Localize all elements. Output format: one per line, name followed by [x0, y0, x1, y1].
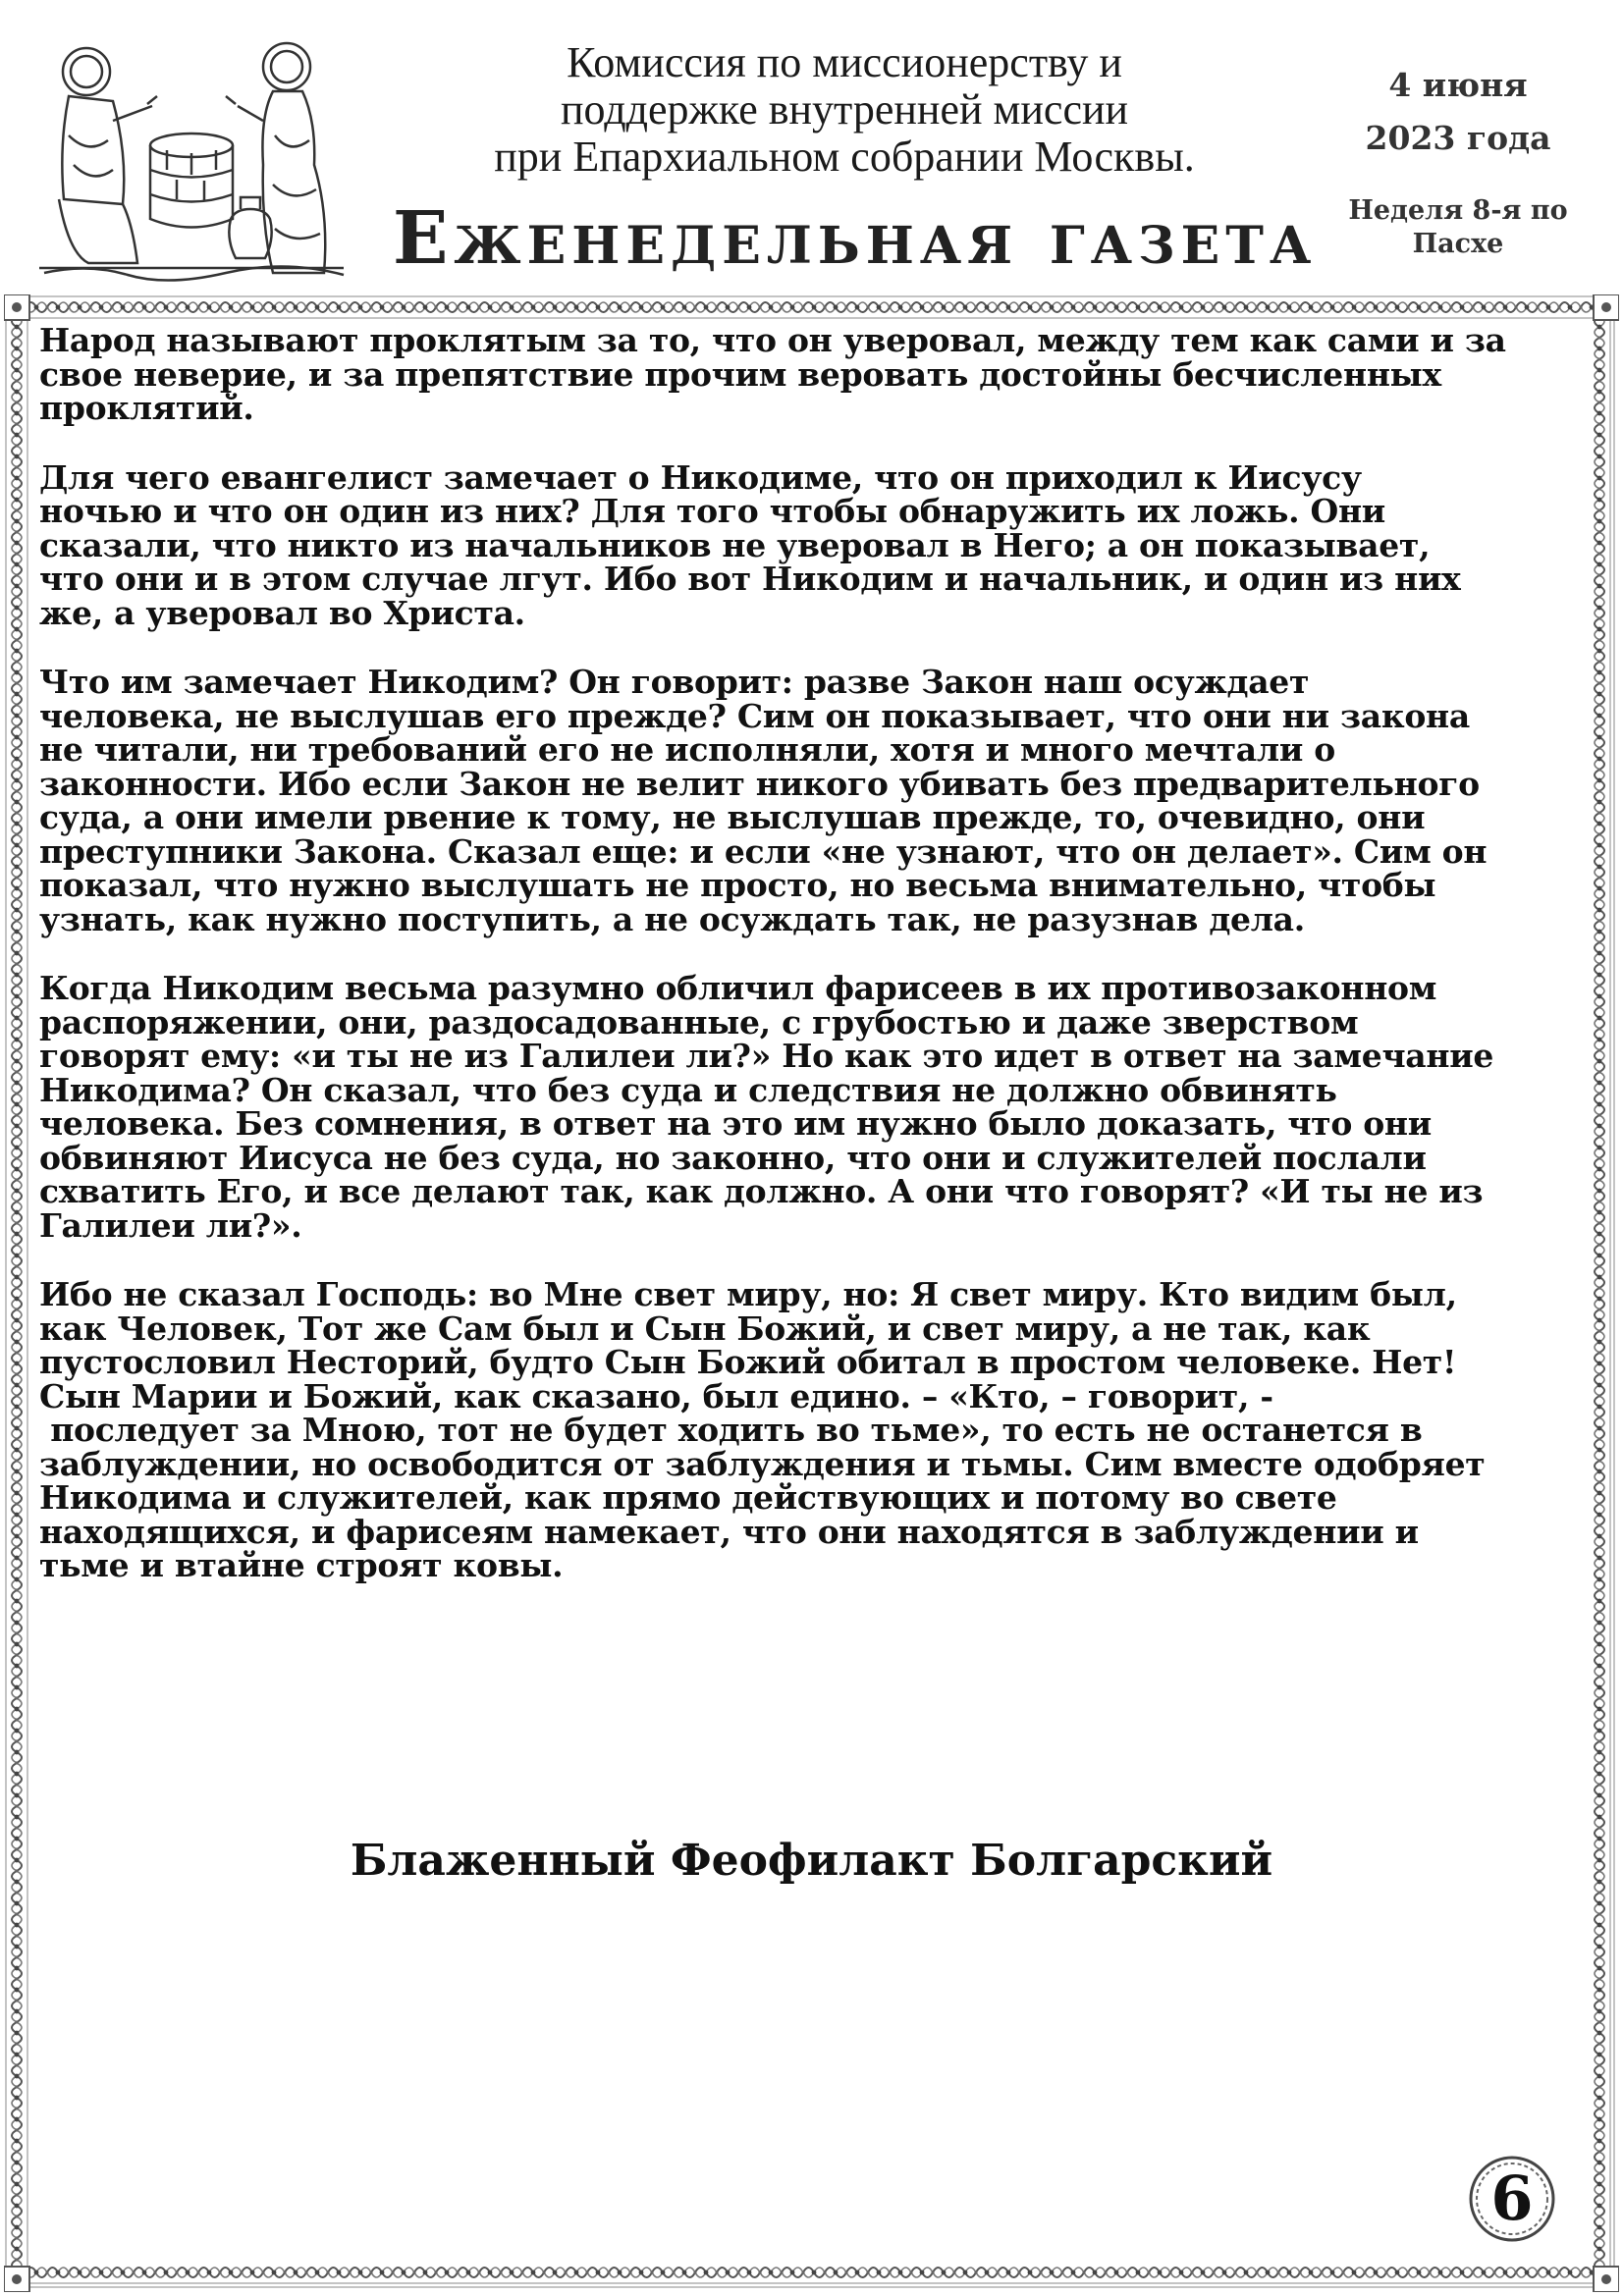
- organization-line: Комиссия по миссионерству и: [567, 38, 1122, 86]
- text-line: Никодима и служителей, как прямо действующих и потому во свете: [39, 1478, 1337, 1517]
- issue-date: [1345, 59, 1571, 165]
- text-line: проклятий.: [39, 389, 254, 427]
- article-paragraph: [39, 1275, 1586, 1584]
- text-line: свое неверие, и за препятствие прочим веровать достойны бесчисленных: [39, 354, 1441, 394]
- text-line: как Человек, Тот же Сам был и Сын Божий, и свет миру, а не так, как: [39, 1308, 1371, 1348]
- text-line: суда, а они имели рвение к тому, не выслушав прежде, то, очевидно, они: [39, 798, 1426, 836]
- liturgical-week-line: Неделя 8-я по: [1348, 195, 1568, 226]
- text-line: законности. Ибо если Закон не велит никого убивать без предварительного: [39, 764, 1480, 803]
- text-line: ночью и что он один из них? Для того чтобы обнаружить их ложь. Они: [39, 492, 1385, 530]
- text-line: сказали, что никто из начальников не уверовал в Него; а он показывает,: [39, 525, 1431, 564]
- text-line: пустословил Несторий, будто Сын Божий обитал в простом человеке. Нет!: [39, 1343, 1457, 1381]
- text-line: находящихся, и фарисеям намекает, что они находятся в заблуждении и: [39, 1512, 1419, 1551]
- organization-line: поддержке внутренней миссии: [560, 85, 1129, 133]
- text-line: Для чего евангелист замечает о Никодиме, что он приходил к Иисусу: [39, 457, 1362, 497]
- text-line: говорят ему: «и ты не из Галилеи ли?» Но как это идет в ответ на замечание: [39, 1037, 1494, 1075]
- text-line: Народ называют проклятым за то, что он уверовал, между тем как сами и за: [39, 321, 1506, 359]
- text-line: Ибо не сказал Господь: во Мне свет миру, но: Я свет миру. Кто видим был,: [39, 1275, 1457, 1313]
- text-line: Что им замечает Никодим? Он говорит: разве Закон наш осуждает: [39, 663, 1310, 701]
- page-number: 6: [1490, 2163, 1534, 2234]
- text-line: тьме и втайне строят ковы.: [39, 1546, 564, 1584]
- text-line: распоряжении, они, раздосадованные, с грубостью и даже зверством: [39, 1002, 1359, 1041]
- article-paragraph: [39, 663, 1586, 938]
- text-line: показал, что нужно выслушать не просто, но весьма внимательно, чтобы: [39, 866, 1436, 904]
- text-line: обвиняют Иисуса не без суда, но законно, что они и служителей послали: [39, 1138, 1427, 1177]
- text-line: человека, не выслушав его прежде? Сим он показывает, что они ни закона: [39, 696, 1470, 735]
- text-line: Никодима? Он сказал, что без суда и следствия не должно обвинять: [39, 1070, 1337, 1109]
- newspaper-title: Еженедельная газета: [393, 196, 1318, 281]
- issue-date-year: 2023 года: [1365, 119, 1551, 157]
- article-paragraph: [39, 457, 1586, 632]
- text-line: последует за Мною, тот не будет ходить во тьме», то есть не останется в: [39, 1411, 1423, 1449]
- text-line: Галилеи ли?».: [39, 1205, 302, 1245]
- author-signature: Блаженный Феофилакт Болгарский: [350, 1836, 1273, 1886]
- article-body: [39, 321, 1586, 1619]
- liturgical-week-line: Пасхе: [1412, 229, 1504, 259]
- liturgical-week: [1330, 194, 1586, 261]
- text-line: схватить Его, и все делают так, как должно. А они что говорят? «И ты не из: [39, 1172, 1484, 1210]
- text-line: Сын Марии и Божий, как сказано, был едино. – «Кто, – говорит, -: [39, 1376, 1273, 1415]
- text-line: заблуждении, но освободится от заблуждения и тьмы. Сим вместе одобряет: [39, 1444, 1486, 1483]
- organization-line: при Епархиальном собрании Москвы.: [494, 133, 1195, 181]
- text-line: преступники Закона. Сказал еще: и если «не узнают, что он делает». Сим он: [39, 831, 1488, 871]
- text-line: человека. Без сомнения, в ответ на это им нужно было доказать, что они: [39, 1104, 1432, 1143]
- text-line: узнать, как нужно поступить, а не осуждать так, не разузнав дела.: [39, 899, 1305, 938]
- article-paragraph: [39, 969, 1586, 1245]
- text-line: не читали, ни требований его не исполняли, хотя и много мечтали о: [39, 730, 1335, 769]
- article-paragraph: [39, 321, 1586, 427]
- organization-name: [412, 39, 1276, 181]
- text-line: Когда Никодим весьма разумно обличил фарисеев в их противозаконном: [39, 969, 1437, 1007]
- issue-date-day: 4 июня: [1388, 66, 1528, 104]
- header-illustration: [29, 27, 353, 283]
- text-line: же, а уверовал во Христа.: [39, 593, 525, 632]
- text-line: что они и в этом случае лгут. Ибо вот Никодим и начальник, и один из них: [39, 560, 1461, 598]
